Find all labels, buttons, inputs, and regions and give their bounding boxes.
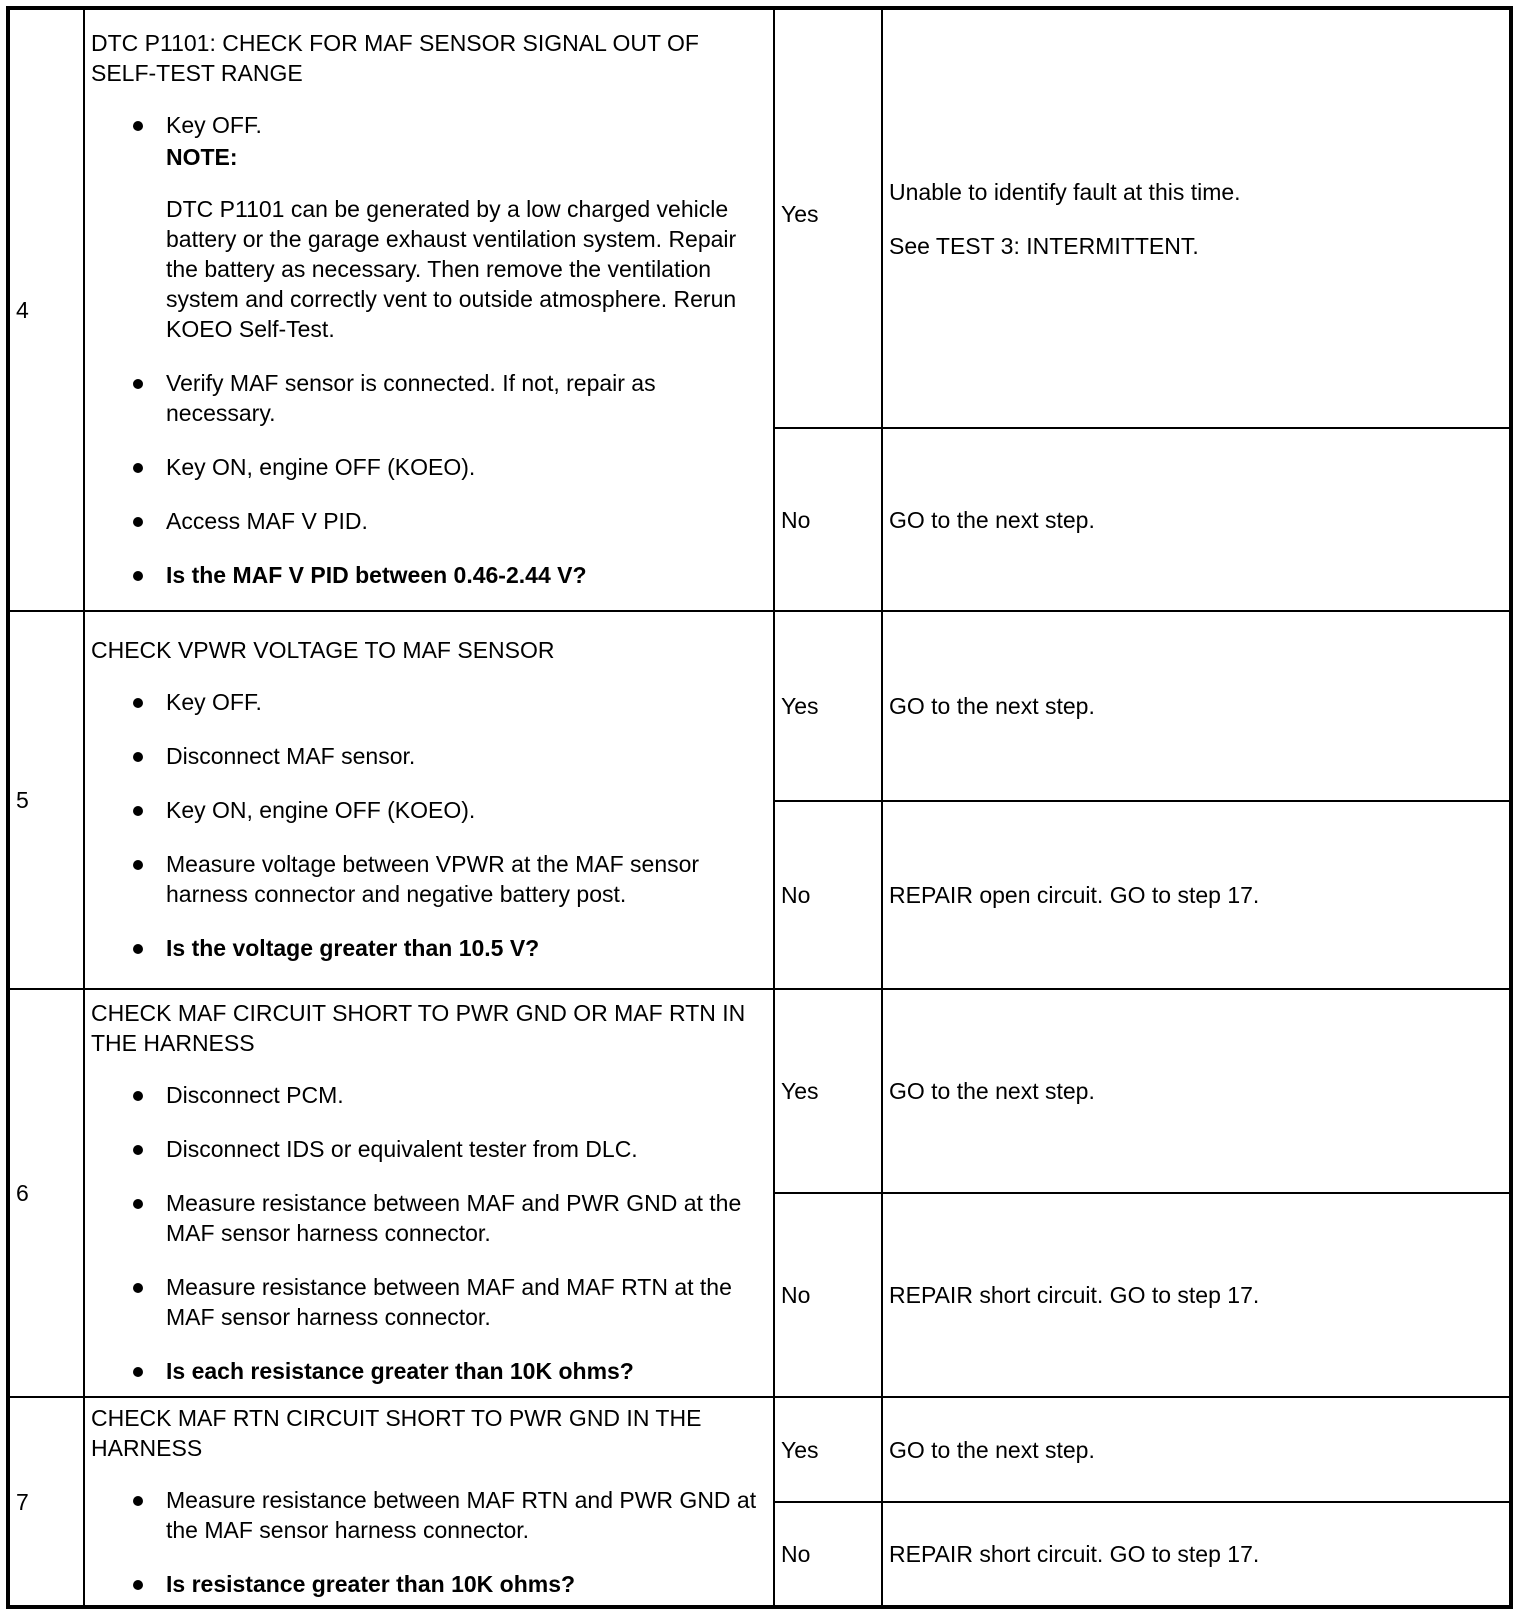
- bullet-icon: [133, 571, 143, 581]
- bullet-icon: [133, 379, 143, 389]
- step-title: CHECK MAF CIRCUIT SHORT TO PWR GND OR MAF RTN IN THE HARNESS: [91, 1000, 746, 1056]
- bullet-icon: [133, 698, 143, 708]
- bullet-icon: [133, 1496, 143, 1506]
- question-item: Is the MAF V PID between 0.46-2.44 V?: [133, 560, 767, 590]
- no-answer: No: [774, 801, 882, 989]
- procedure-cell: [84, 611, 774, 989]
- list-item: Access MAF V PID.: [133, 506, 767, 536]
- yes-answer: Yes: [774, 1397, 882, 1502]
- table-row-step-6: [8, 989, 1511, 1193]
- bullet-icon: [133, 860, 143, 870]
- yes-action: GO to the next step.: [882, 611, 1511, 801]
- no-answer: No: [774, 428, 882, 611]
- note-text: DTC P1101 can be generated by a low charged vehicle battery or the garage exhaust ventilation system. Repair the battery as necessary. Then remove the ventilation system and correctly vent to outside atmosphere. Rerun KOEO Self-Test.: [166, 196, 737, 342]
- step-title: DTC P1101: CHECK FOR MAF SENSOR SIGNAL OUT OF SELF-TEST RANGE: [91, 30, 699, 86]
- yes-action: GO to the next step.: [882, 989, 1511, 1193]
- no-action: REPAIR short circuit. GO to step 17.: [882, 1193, 1511, 1397]
- procedure-list: [91, 110, 767, 140]
- yes-action: GO to the next step.: [882, 1397, 1511, 1502]
- bullet-icon: [133, 944, 143, 954]
- diagnostic-table: [6, 6, 1513, 1609]
- no-action: REPAIR short circuit. GO to step 17.: [882, 1502, 1511, 1607]
- bullet-icon: [133, 517, 143, 527]
- list-item: Key ON, engine OFF (KOEO).: [133, 452, 767, 482]
- procedure-list: [91, 368, 767, 590]
- yes-action: Unable to identify fault at this time. See TEST 3: INTERMITTENT.: [882, 8, 1511, 428]
- list-item: Disconnect PCM.: [133, 1080, 767, 1110]
- bullet-icon: [133, 1091, 143, 1101]
- list-item: Key ON, engine OFF (KOEO).: [133, 795, 767, 825]
- table-row-step-7: [8, 1397, 1511, 1502]
- procedure-cell: [84, 989, 774, 1397]
- step-number: 5: [8, 611, 84, 989]
- list-item: Disconnect MAF sensor.: [133, 741, 767, 771]
- step-number: 4: [8, 8, 84, 611]
- step-number: 7: [8, 1397, 84, 1607]
- list-item: Measure resistance between MAF and PWR GND at the MAF sensor harness connector.: [133, 1188, 767, 1248]
- bullet-icon: [133, 463, 143, 473]
- list-item: Measure resistance between MAF and MAF RTN at the MAF sensor harness connector.: [133, 1272, 767, 1332]
- yes-answer: Yes: [774, 8, 882, 428]
- procedure-list: [91, 687, 767, 963]
- question-item: Is the voltage greater than 10.5 V?: [133, 933, 767, 963]
- diagnostic-page: [6, 6, 1510, 1610]
- question-item: Is resistance greater than 10K ohms?: [133, 1569, 767, 1599]
- bullet-icon: [133, 121, 143, 131]
- bullet-icon: [133, 1145, 143, 1155]
- table-row-step-5: [8, 611, 1511, 801]
- table-row-step-4: [8, 8, 1511, 428]
- list-item: Measure resistance between MAF RTN and PWR GND at the MAF sensor harness connector.: [133, 1485, 767, 1545]
- step-number: 6: [8, 989, 84, 1397]
- no-action: REPAIR open circuit. GO to step 17.: [882, 801, 1511, 989]
- no-answer: No: [774, 1193, 882, 1397]
- procedure-list: [91, 1080, 767, 1386]
- procedure-list: [91, 1485, 767, 1599]
- bullet-icon: [133, 1199, 143, 1209]
- yes-answer: Yes: [774, 611, 882, 801]
- procedure-cell: [84, 1397, 774, 1607]
- note-heading: NOTE:: [166, 144, 238, 170]
- bullet-icon: [133, 1580, 143, 1590]
- list-item: Key OFF.: [133, 687, 767, 717]
- list-item: Disconnect IDS or equivalent tester from DLC.: [133, 1134, 767, 1164]
- bullet-icon: [133, 1283, 143, 1293]
- no-action: GO to the next step.: [882, 428, 1511, 611]
- list-item: Measure voltage between VPWR at the MAF sensor harness connector and negative battery post.: [133, 849, 767, 909]
- list-item: Key OFF.: [133, 110, 767, 140]
- step-title: CHECK VPWR VOLTAGE TO MAF SENSOR: [91, 637, 555, 663]
- list-item: Verify MAF sensor is connected. If not, repair as necessary.: [133, 368, 767, 428]
- bullet-icon: [133, 1367, 143, 1377]
- step-title: CHECK MAF RTN CIRCUIT SHORT TO PWR GND IN THE HARNESS: [91, 1404, 702, 1461]
- procedure-cell: [84, 8, 774, 611]
- bullet-icon: [133, 806, 143, 816]
- bullet-icon: [133, 752, 143, 762]
- question-item: Is each resistance greater than 10K ohms?: [133, 1356, 767, 1386]
- no-answer: No: [774, 1502, 882, 1607]
- yes-answer: Yes: [774, 989, 882, 1193]
